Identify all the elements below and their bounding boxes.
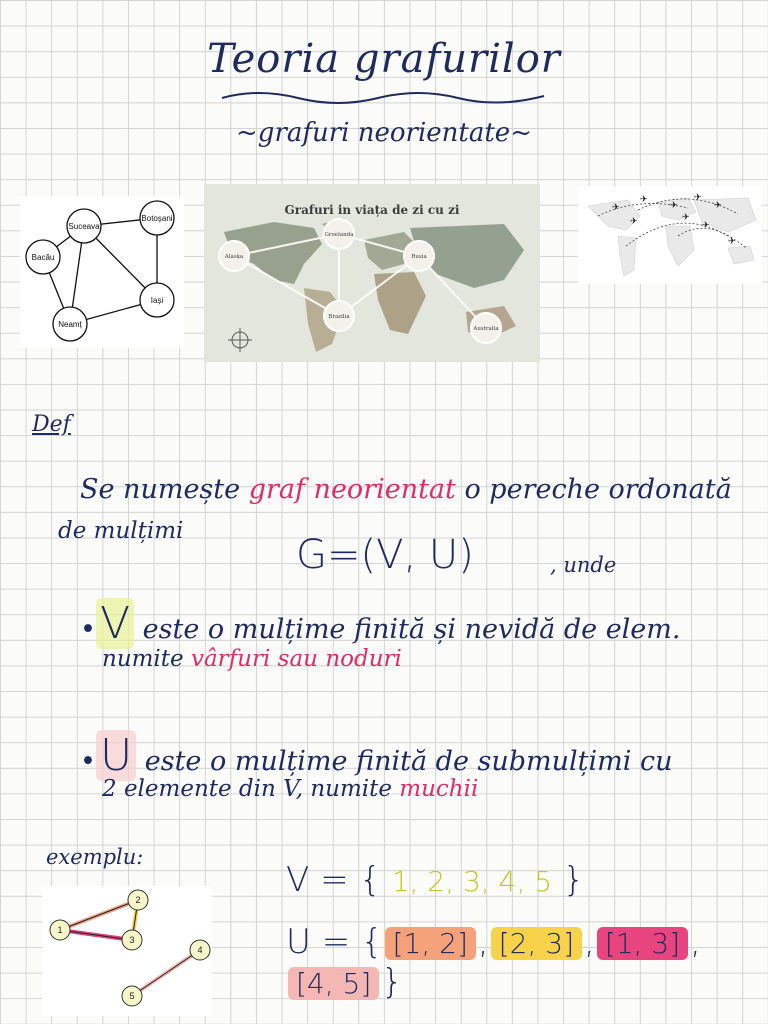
- map-label-groelanda: Groelanda: [324, 232, 354, 238]
- svg-text:✈: ✈: [682, 213, 690, 223]
- svg-text:✈: ✈: [728, 237, 736, 247]
- bullet-vertices-text: este o mulțime finită și nevidă de elem.: [134, 614, 681, 645]
- title-underline: [218, 86, 548, 108]
- example-node-1: 1: [57, 925, 63, 935]
- definition-text-a: Se numește: [80, 474, 249, 505]
- vertex-set: [286, 860, 585, 900]
- bullet-dot: •: [80, 746, 96, 777]
- graph-formula: G=(V, U): [296, 532, 474, 578]
- vertex-set-suffix: }: [562, 860, 585, 900]
- svg-text:✈: ✈: [630, 217, 638, 227]
- page-title: Teoria grafurilor: [207, 36, 561, 82]
- bullet-vertices: [80, 598, 680, 649]
- map-label-brazilia: Brazilia: [328, 314, 350, 320]
- node-label-botosani: Botoșani: [141, 214, 173, 223]
- example-label: exemplu:: [46, 845, 144, 869]
- term-muchii: muchii: [399, 776, 479, 802]
- node-label-suceava: Suceava: [68, 222, 100, 231]
- svg-text:✈: ✈: [612, 203, 620, 213]
- bullet-letter-u: U: [96, 730, 136, 781]
- edge-set: U = { [1, 2] , [2, 3] , [1, 3] ,[4, 5] }: [286, 922, 701, 1002]
- page-subtitle: ~grafuri neorientate~: [236, 118, 532, 148]
- vertex-set-elements: 1, 2, 3, 4, 5: [391, 865, 553, 898]
- map-title: Grafuri in viața de zi cu zi: [284, 203, 460, 217]
- definition-line2: de mulțimi: [58, 518, 184, 544]
- map-label-australia: Australia: [473, 326, 499, 332]
- flight-routes-image: [578, 186, 762, 284]
- bullet-dot: •: [80, 614, 96, 645]
- term-varfuri: vârfuri: [190, 646, 271, 672]
- edge-pair-4-5: [4, 5]: [288, 967, 379, 1000]
- edge-set-suffix: }: [381, 962, 403, 1002]
- edge-pair-1-2: [1, 2]: [385, 927, 476, 960]
- definition-term: graf neorientat: [248, 474, 456, 505]
- example-node-5: 5: [129, 991, 135, 1001]
- example-node-4: 4: [197, 945, 203, 955]
- svg-text:✈: ✈: [702, 221, 710, 231]
- example-node-3: 3: [129, 935, 135, 945]
- bullet-edges-line2: [102, 776, 478, 802]
- edge-pair-1-3: [1, 3]: [597, 927, 688, 960]
- svg-text:✈: ✈: [694, 193, 702, 203]
- bullet-letter-v: V: [96, 598, 134, 649]
- definition-line1: [80, 474, 732, 505]
- svg-text:✈: ✈: [714, 201, 722, 211]
- definition-label: Def: [32, 412, 71, 437]
- node-label-iasi: Iași: [150, 296, 164, 305]
- bullet-vertices-line2-a: numite: [102, 646, 191, 672]
- bullet-edges-line2-a: 2 elemente din V, numite: [102, 776, 400, 802]
- example-node-2: 2: [135, 895, 141, 905]
- node-label-bacau: Bacău: [31, 253, 55, 262]
- edge-pair-2-3: [2, 3]: [491, 927, 582, 960]
- bullet-edges-text: este o mulțime finită de submulțimi cu: [136, 746, 673, 777]
- map-label-rusia: Rusia: [411, 254, 427, 260]
- bullet-edges: [80, 730, 672, 781]
- svg-text:✈: ✈: [670, 201, 678, 211]
- bullet-vertices-line2: [102, 646, 402, 672]
- node-label-neamt: Neamț: [58, 320, 82, 329]
- vertex-set-prefix: V = {: [286, 860, 381, 900]
- edge-set-prefix: U = {: [286, 922, 383, 962]
- formula-tail: , unde: [550, 553, 617, 577]
- map-label-alaska: Alaska: [224, 254, 244, 260]
- definition-text-b: o pereche ordonată: [455, 474, 732, 505]
- city-graph-image: [20, 196, 184, 348]
- world-map-image: [204, 184, 540, 362]
- example-graph-image: [42, 886, 212, 1016]
- svg-text:✈: ✈: [640, 195, 648, 205]
- term-sau: sau: [270, 646, 326, 672]
- term-noduri: noduri: [325, 646, 402, 672]
